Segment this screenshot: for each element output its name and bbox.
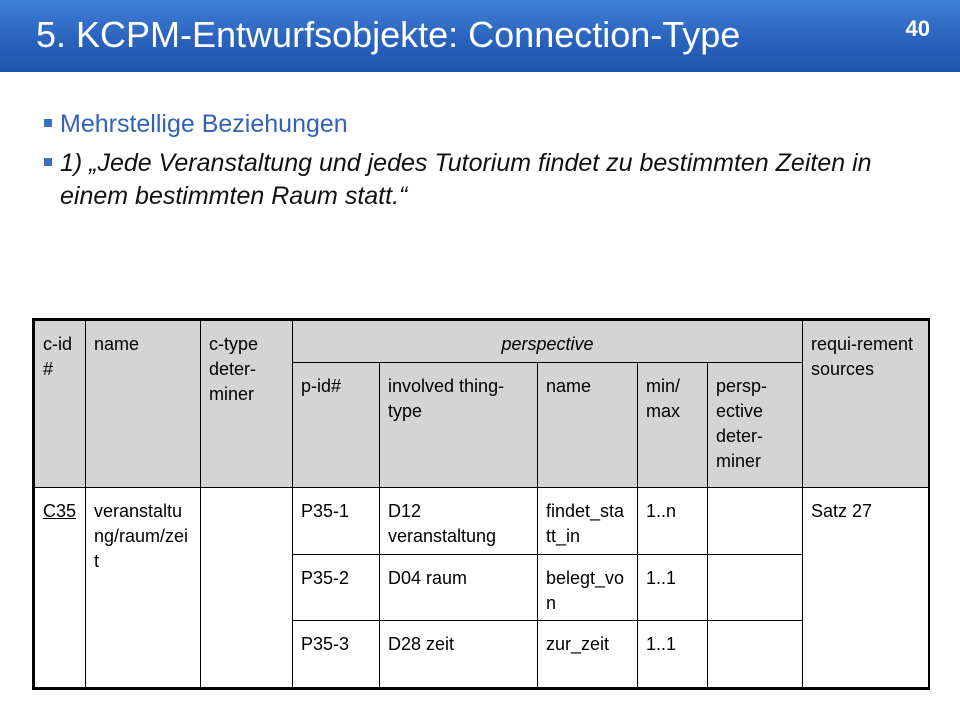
connection-type-table-frame [32, 318, 930, 690]
table-header-row [35, 321, 929, 363]
header-involved-thing-type: involved thing-type [380, 363, 538, 488]
cell-requirement-sources: Satz 27 [803, 488, 929, 688]
header-c-id: c-id # [35, 321, 86, 488]
cell-connection-name: veranstaltung/raum/zeit [86, 488, 201, 688]
cell-perspective-name: belegt_von [538, 554, 638, 621]
cell-perspective-name: zur_zeit [538, 621, 638, 688]
cell-c-id: C35 [35, 488, 86, 688]
header-name: name [86, 321, 201, 488]
header-perspective: perspective [293, 321, 803, 363]
cell-min-max: 1..1 [638, 621, 708, 688]
connection-type-table [34, 320, 929, 688]
cell-involved-thing-type: D12 veranstaltung [380, 488, 538, 555]
slide-title: 5. KCPM-Entwurfsobjekte: Connection-Type [36, 14, 741, 55]
cell-p-id: P35-1 [293, 488, 380, 555]
bullet-text: Mehrstellige Beziehungen [60, 110, 348, 138]
cell-p-id: P35-2 [293, 554, 380, 621]
table-row [35, 488, 929, 555]
bullet-item [42, 147, 922, 213]
cell-perspective-determiner [708, 488, 803, 555]
bullet-list [42, 108, 922, 219]
bullet-item [42, 108, 922, 141]
cell-perspective-name: findet_statt_in [538, 488, 638, 555]
header-p-id: p-id# [293, 363, 380, 488]
bullet-text: 1) „Jede Veranstaltung und jedes Tutorium findet zu bestimmten Zeiten in einem bestimmten Raum statt.“ [60, 149, 872, 210]
cell-min-max: 1..1 [638, 554, 708, 621]
cell-min-max: 1..n [638, 488, 708, 555]
cell-involved-thing-type: D04 raum [380, 554, 538, 621]
square-bullet-icon [44, 158, 52, 166]
header-c-type-determiner: c-type deter-miner [201, 321, 293, 488]
cell-perspective-determiner [708, 554, 803, 621]
cell-involved-thing-type: D28 zeit [380, 621, 538, 688]
cell-perspective-determiner [708, 621, 803, 688]
square-bullet-icon [44, 119, 52, 127]
header-perspective-determiner: persp-ective deter-miner [708, 363, 803, 488]
page-number: 40 [905, 16, 930, 41]
header-min-max: min/ max [638, 363, 708, 488]
header-requirement-sources: requi-rement sources [803, 321, 929, 488]
header-perspective-name: name [538, 363, 638, 488]
title-bar [0, 0, 960, 72]
cell-p-id: P35-3 [293, 621, 380, 688]
cell-c-type-determiner [201, 488, 293, 688]
